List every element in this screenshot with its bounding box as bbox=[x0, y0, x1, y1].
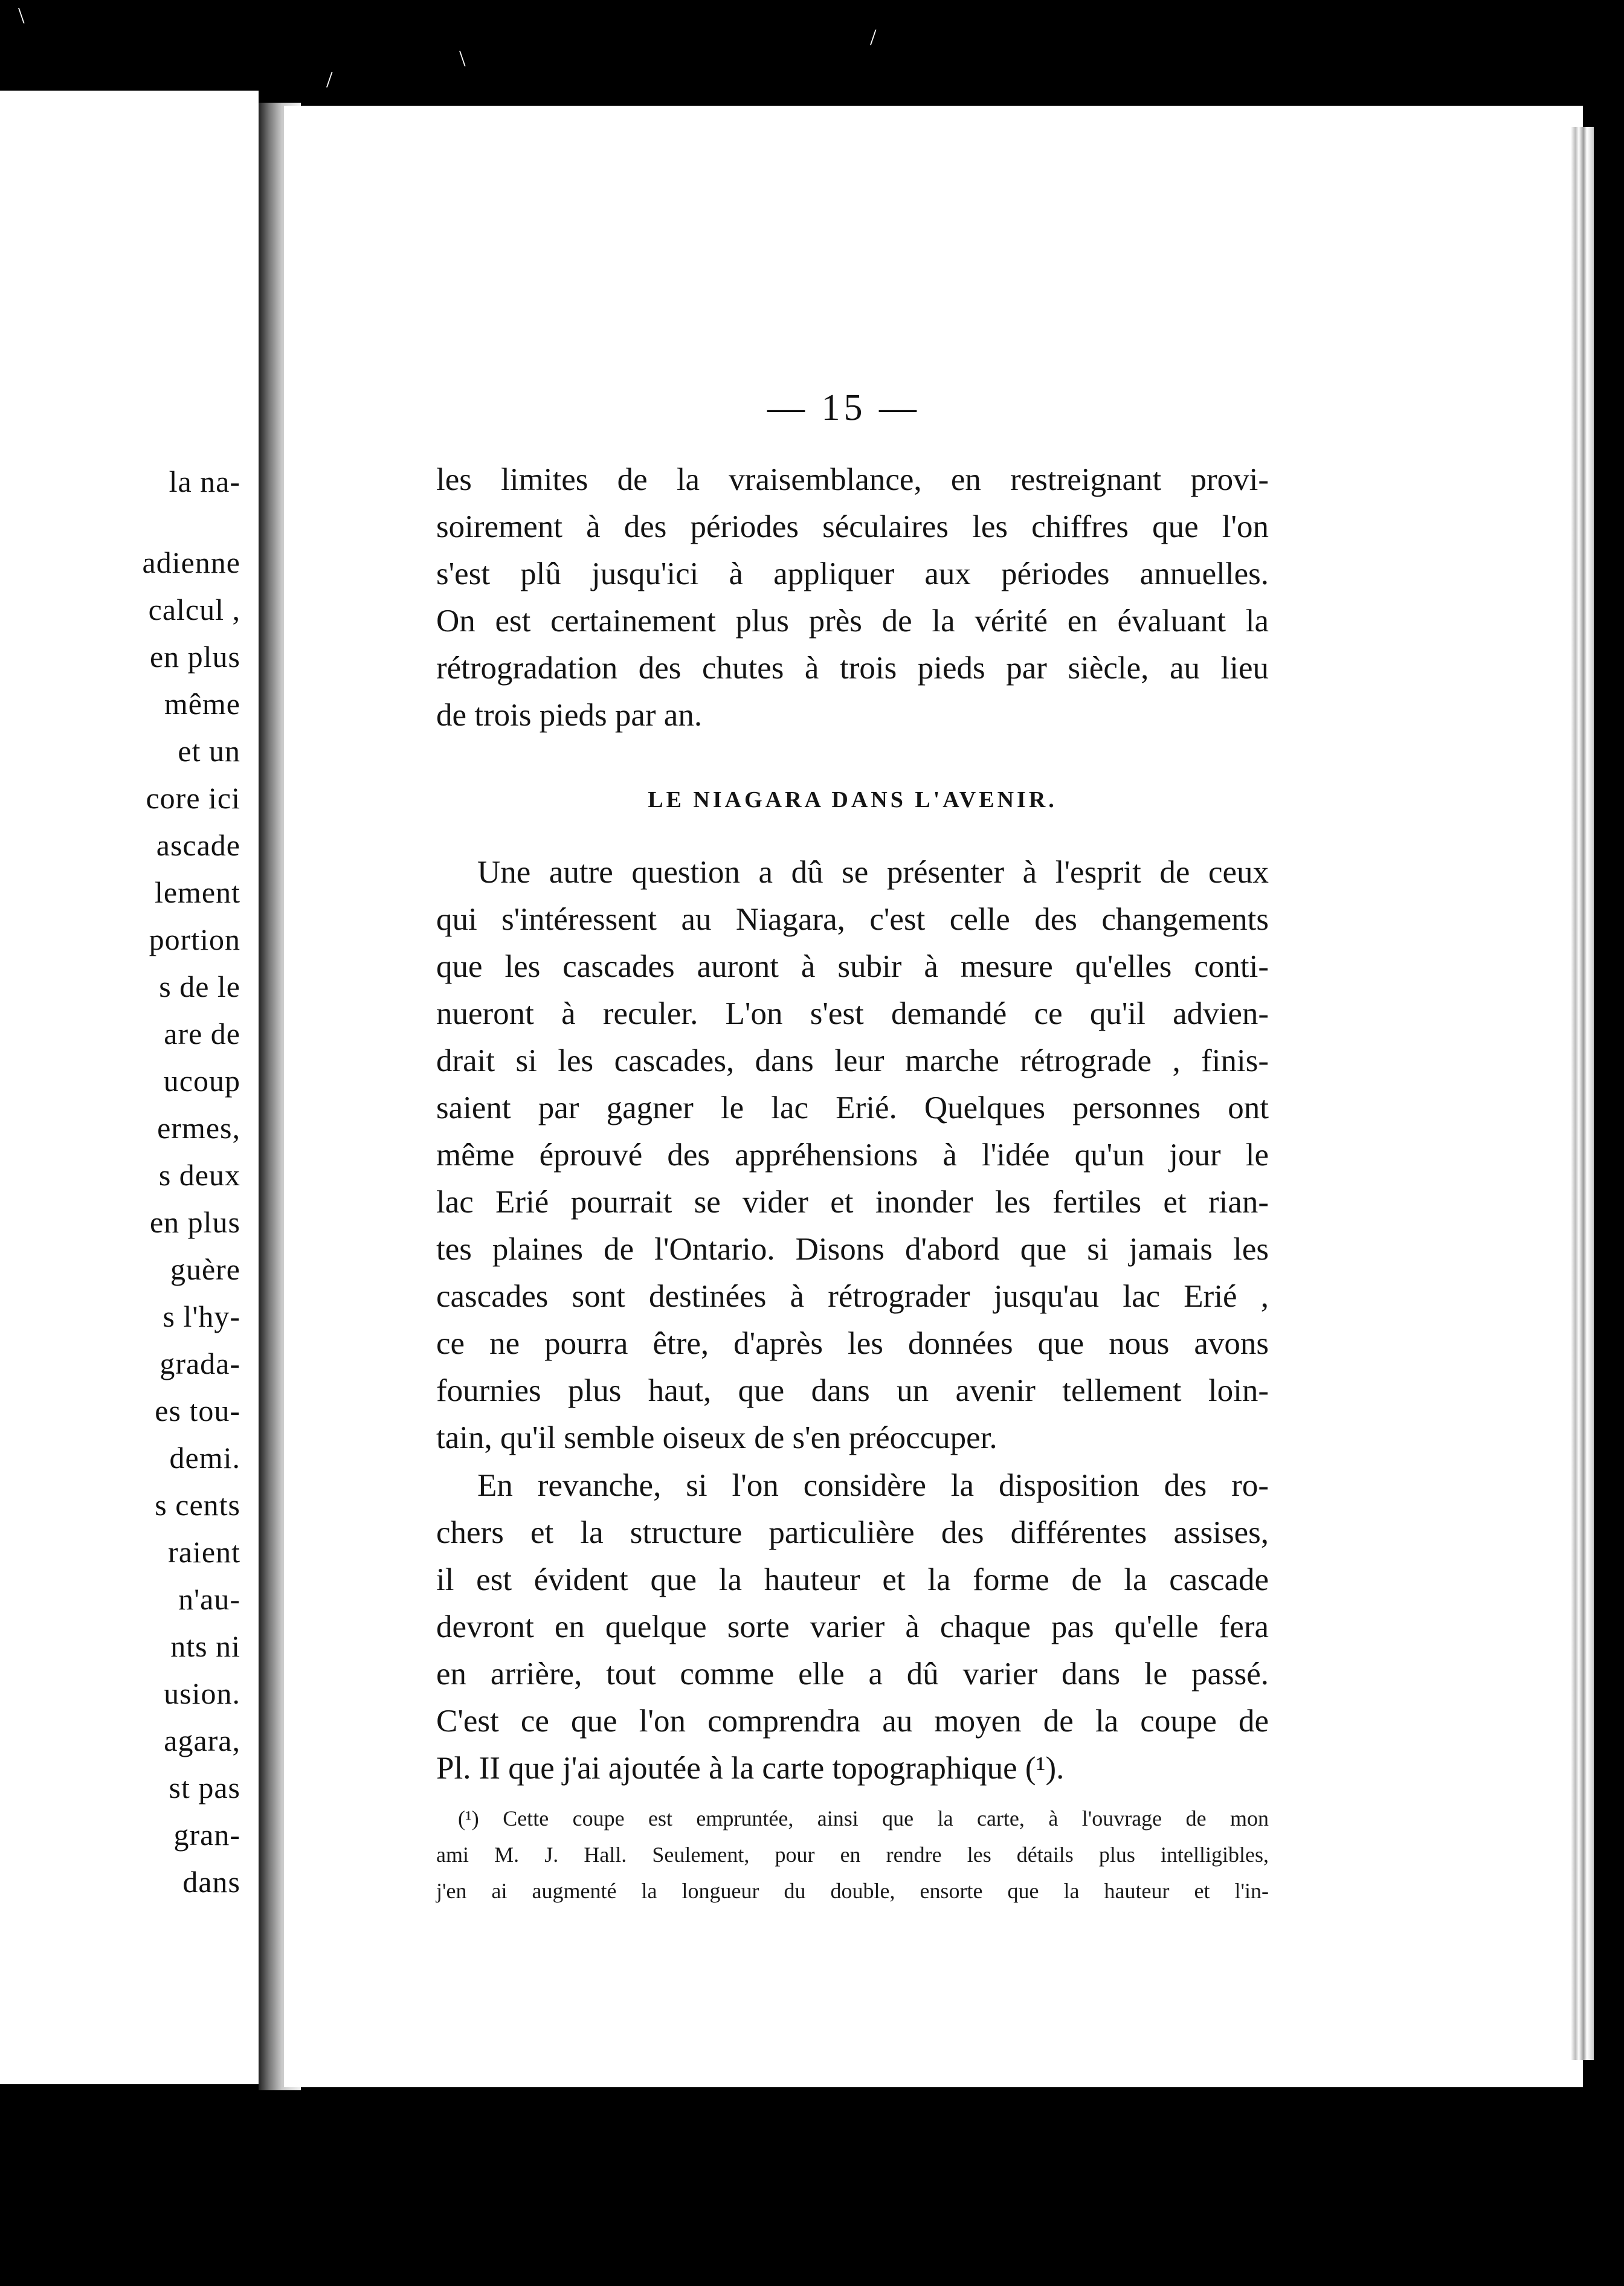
text-line: les limites de la vraisemblance, en restreignant provi- bbox=[436, 462, 1269, 497]
paragraph-3 bbox=[436, 1462, 1269, 1792]
left-line: es tou- bbox=[155, 1394, 240, 1428]
footnote bbox=[436, 1800, 1269, 1909]
text-line: nueront à reculer. L'on s'est demandé ce qu'il advien- bbox=[436, 996, 1269, 1031]
left-line: s de le bbox=[159, 970, 240, 1003]
left-line: s l'hy- bbox=[163, 1299, 240, 1333]
text-line: Une autre question a dû se présenter à l'esprit de ceux bbox=[477, 855, 1269, 890]
text-line: tes plaines de l'Ontario. Disons d'abord que si jamais les bbox=[436, 1232, 1269, 1267]
footnote-line: ami M. J. Hall. Seulement, pour en rendre les détails plus intelligibles, bbox=[436, 1843, 1269, 1867]
left-line: n'au- bbox=[178, 1582, 240, 1616]
paragraph-2 bbox=[436, 849, 1269, 1461]
scan-mark: \ bbox=[459, 46, 466, 71]
text-line: que les cascades auront à subir à mesure qu'elles conti- bbox=[436, 949, 1269, 984]
section-title: LE NIAGARA DANS L'AVENIR. bbox=[648, 787, 1057, 813]
left-line: calcul , bbox=[148, 593, 240, 626]
left-page bbox=[0, 91, 259, 2084]
left-line: usion. bbox=[164, 1676, 240, 1710]
text-line: On est certainement plus près de la vérité en évaluant la bbox=[436, 604, 1269, 639]
left-line: ascade bbox=[156, 828, 240, 862]
left-line: raient bbox=[168, 1535, 240, 1569]
left-line: are de bbox=[164, 1017, 240, 1051]
page-edge bbox=[1571, 127, 1594, 2060]
text-line: chers et la structure particulière des différentes assises, bbox=[436, 1515, 1269, 1550]
text-line: s'est plû jusqu'ici à appliquer aux périodes annuelles. bbox=[436, 556, 1269, 591]
left-line: et un bbox=[178, 734, 240, 768]
left-line: ermes, bbox=[157, 1111, 240, 1145]
left-line: en plus bbox=[149, 640, 240, 674]
text-line: lac Erié pourrait se vider et inonder les fertiles et rian- bbox=[436, 1185, 1269, 1220]
text-line: qui s'intéressent au Niagara, c'est celle des changements bbox=[436, 902, 1269, 937]
left-line: ucoup bbox=[163, 1064, 240, 1098]
text-line: C'est ce que l'on comprendra au moyen de la coupe de bbox=[436, 1704, 1269, 1739]
paragraph-continuation bbox=[436, 456, 1269, 739]
left-line: guère bbox=[170, 1252, 240, 1286]
left-line: en plus bbox=[149, 1205, 240, 1239]
page-number: — 15 — bbox=[767, 387, 920, 428]
scan-mark: / bbox=[870, 25, 877, 50]
scan-mark: / bbox=[326, 67, 333, 92]
left-line: core ici bbox=[146, 781, 240, 815]
left-line: nts ni bbox=[170, 1629, 240, 1663]
text-line: même éprouvé des appréhensions à l'idée qu'un jour le bbox=[436, 1138, 1269, 1173]
left-line: s deux bbox=[158, 1158, 240, 1192]
text-line: En revanche, si l'on considère la disposition des ro- bbox=[477, 1468, 1269, 1503]
text-line: ce ne pourra être, d'après les données que nous avons bbox=[436, 1326, 1269, 1361]
left-line: la na- bbox=[169, 465, 240, 498]
left-line: s cents bbox=[155, 1488, 240, 1522]
text-line: rétrogradation des chutes à trois pieds par siècle, au lieu bbox=[436, 651, 1269, 686]
left-line: même bbox=[164, 687, 240, 721]
left-line: dans bbox=[182, 1865, 240, 1899]
text-line: saient par gagner le lac Erié. Quelques personnes ont bbox=[436, 1090, 1269, 1125]
footnote-line: j'en ai augmenté la longueur du double, ensorte que la hauteur et l'in- bbox=[436, 1879, 1269, 1903]
text-line: de trois pieds par an. bbox=[436, 698, 703, 733]
text-line: il est évident que la hauteur et la forme de la cascade bbox=[436, 1562, 1269, 1597]
left-line: agara, bbox=[164, 1724, 240, 1757]
left-line: lement bbox=[154, 875, 240, 909]
text-line: cascades sont destinées à rétrograder jusqu'au lac Erié , bbox=[436, 1279, 1269, 1314]
left-line: st pas bbox=[169, 1771, 240, 1805]
left-line: gran- bbox=[173, 1818, 240, 1852]
text-line: fournies plus haut, que dans un avenir tellement loin- bbox=[436, 1373, 1269, 1408]
text-line: en arrière, tout comme elle a dû varier dans le passé. bbox=[436, 1657, 1269, 1692]
text-line: Pl. II que j'ai ajoutée à la carte topographique (¹). bbox=[436, 1751, 1065, 1786]
text-line: tain, qu'il semble oiseux de s'en préoccuper. bbox=[436, 1420, 997, 1455]
left-line: demi. bbox=[169, 1441, 240, 1475]
scan-mark: \ bbox=[18, 3, 25, 28]
text-line: drait si les cascades, dans leur marche rétrograde , finis- bbox=[436, 1043, 1269, 1078]
text-line: soirement à des périodes séculaires les chiffres que l'on bbox=[436, 509, 1269, 544]
text-line: devront en quelque sorte varier à chaque pas qu'elle fera bbox=[436, 1609, 1269, 1644]
left-line: grada- bbox=[160, 1347, 240, 1380]
left-line: adienne bbox=[142, 546, 240, 579]
footnote-line: (¹) Cette coupe est empruntée, ainsi que la carte, à l'ouvrage de mon bbox=[458, 1806, 1269, 1830]
left-line: portion bbox=[149, 922, 240, 956]
